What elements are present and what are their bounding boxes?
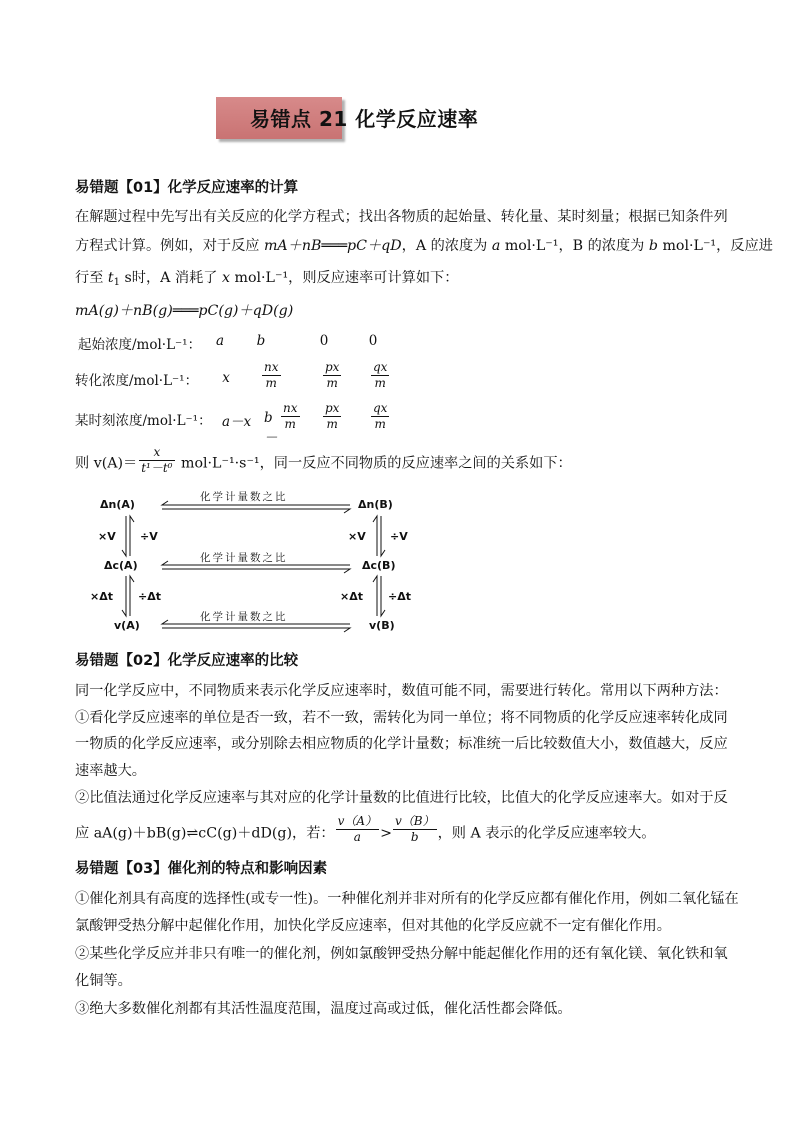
section3-line5: ③绝大多数催化剂都有其活性温度范围，温度过高或过低，催化活性都会降低。 <box>75 1001 572 1017</box>
start-c: 0 <box>319 333 329 349</box>
delta-c-a: Δc(A) <box>104 559 138 572</box>
section1-heading: 易错题【01】化学反应速率的计算 <box>75 180 299 196</box>
ratio-label-1: 化学计量数之比 <box>200 491 288 503</box>
right-div-t: ÷Δt <box>388 590 411 603</box>
left-div-t: ÷Δt <box>138 590 161 603</box>
rate-relation-diagram <box>90 488 426 638</box>
section2-line3: 一物质的化学反应速率，或分别除去相应物质的化学计量数；标准统一后比较数值大小，数值越大，反应 <box>75 736 728 752</box>
section3-line2: 氯酸钾受热分解中起催化作用，加快化学反应速率，但对其他的化学反应就不一定有催化作用。 <box>75 918 671 934</box>
reaction-equation: mA(g)＋nB(g)═══pC(g)＋qD(g) <box>75 303 294 319</box>
delta-n-b: Δn(B) <box>358 498 393 511</box>
start-a: a <box>215 333 225 349</box>
delta-c-b: Δc(B) <box>362 559 396 572</box>
ratio-label-2: 化学计量数之比 <box>200 552 288 564</box>
moment-b-prefix: b－ <box>264 410 278 446</box>
section2-line5: ②比值法通过化学反应速率与其对应的化学计量数的比值进行比较，比值大的化学反应速率大。如对于反 <box>75 790 728 806</box>
section3-line3: ②某些化学反应并非只有唯一的催化剂，例如氯酸钾受热分解中能起催化作用的还有氧化镁、氧化铁和氧 <box>75 946 728 962</box>
section3-heading: 易错题【03】催化剂的特点和影响因素 <box>75 861 328 877</box>
start-conc-label: 起始浓度/mol·L⁻¹： <box>78 337 202 353</box>
right-mul-t: ×Δt <box>340 590 363 603</box>
section2-line6: 应 aA(g)＋bB(g)⇌cC(g)＋dD(g)，若： $\frac{v(A)}{a}$ > $\frac{v(B)}{b}$ ，则 A 表示的化学反应速率较大。 <box>75 814 656 844</box>
v-a: v(A) <box>114 619 140 632</box>
section3-line1: ①催化剂具有高度的选择性(或专一性)。一种催化剂并非对所有的化学反应都有催化作用，例如二氧化锰在 <box>75 891 739 907</box>
moment-frac-c: $\frac{px}{m}$ <box>325 401 340 431</box>
section2-heading: 易错题【02】化学反应速率的比较 <box>75 653 299 669</box>
section1-line2: 方程式计算。例如，对于反应 mA＋nB═══pC＋qD，A 的浓度为 a mol·L⁻¹，B 的浓度为 b mol·L⁻¹，反应进 <box>75 238 773 254</box>
right-div-v: ÷V <box>390 530 408 543</box>
start-d: 0 <box>368 333 378 349</box>
section2-line2: ①看化学反应速率的单位是否一致，若不一致，需转化为同一单位；将不同物质的化学反应速率转化成同 <box>75 710 728 726</box>
change-frac-b: $\frac{nx}{m}$ <box>264 360 279 390</box>
moment-conc-label: 某时刻浓度/mol·L⁻¹： <box>75 413 212 429</box>
section1-line3: 行至 $t_1$ s时，A 消耗了 x mol·L⁻¹，则反应速率可计算如下： <box>75 270 459 288</box>
right-mul-v: ×V <box>348 530 366 543</box>
ratio-label-3: 化学计量数之比 <box>200 611 288 623</box>
v-b: v(B) <box>369 619 395 632</box>
rate-formula: 则 v(A)＝ $\frac{x}{\text{t¹－t⁰}}$ mol·L⁻¹·s⁻¹，同一反应不同物质的反应速率之间的关系如下： <box>75 445 572 475</box>
change-conc-label: 转化浓度/mol·L⁻¹： <box>75 373 199 389</box>
section3-line4: 化铜等。 <box>75 973 132 989</box>
page-title: 易错点 21 化学反应速率 <box>250 107 479 131</box>
change-x: x <box>222 370 230 386</box>
section2-line1: 同一化学反应中，不同物质来表示化学反应速率时，数值可能不同，需要进行转化。常用以下两种方法： <box>75 683 728 699</box>
change-frac-c: $\frac{px}{m}$ <box>325 360 340 390</box>
moment-a: a－x <box>222 414 252 430</box>
left-div-v: ÷V <box>140 530 158 543</box>
moment-frac-d: $\frac{qx}{m}$ <box>373 401 388 431</box>
start-b: b <box>256 333 266 349</box>
section2-line4: 速率越大。 <box>75 763 146 779</box>
left-mul-v: ×V <box>98 530 116 543</box>
moment-frac-b: $\frac{nx}{m}$ <box>283 401 298 431</box>
delta-n-a: Δn(A) <box>100 498 135 511</box>
section1-line1: 在解题过程中先写出有关反应的化学方程式；找出各物质的起始量、转化量、某时刻量；根据已知条件列 <box>75 209 728 225</box>
left-mul-t: ×Δt <box>90 590 113 603</box>
change-frac-d: $\frac{qx}{m}$ <box>373 360 388 390</box>
